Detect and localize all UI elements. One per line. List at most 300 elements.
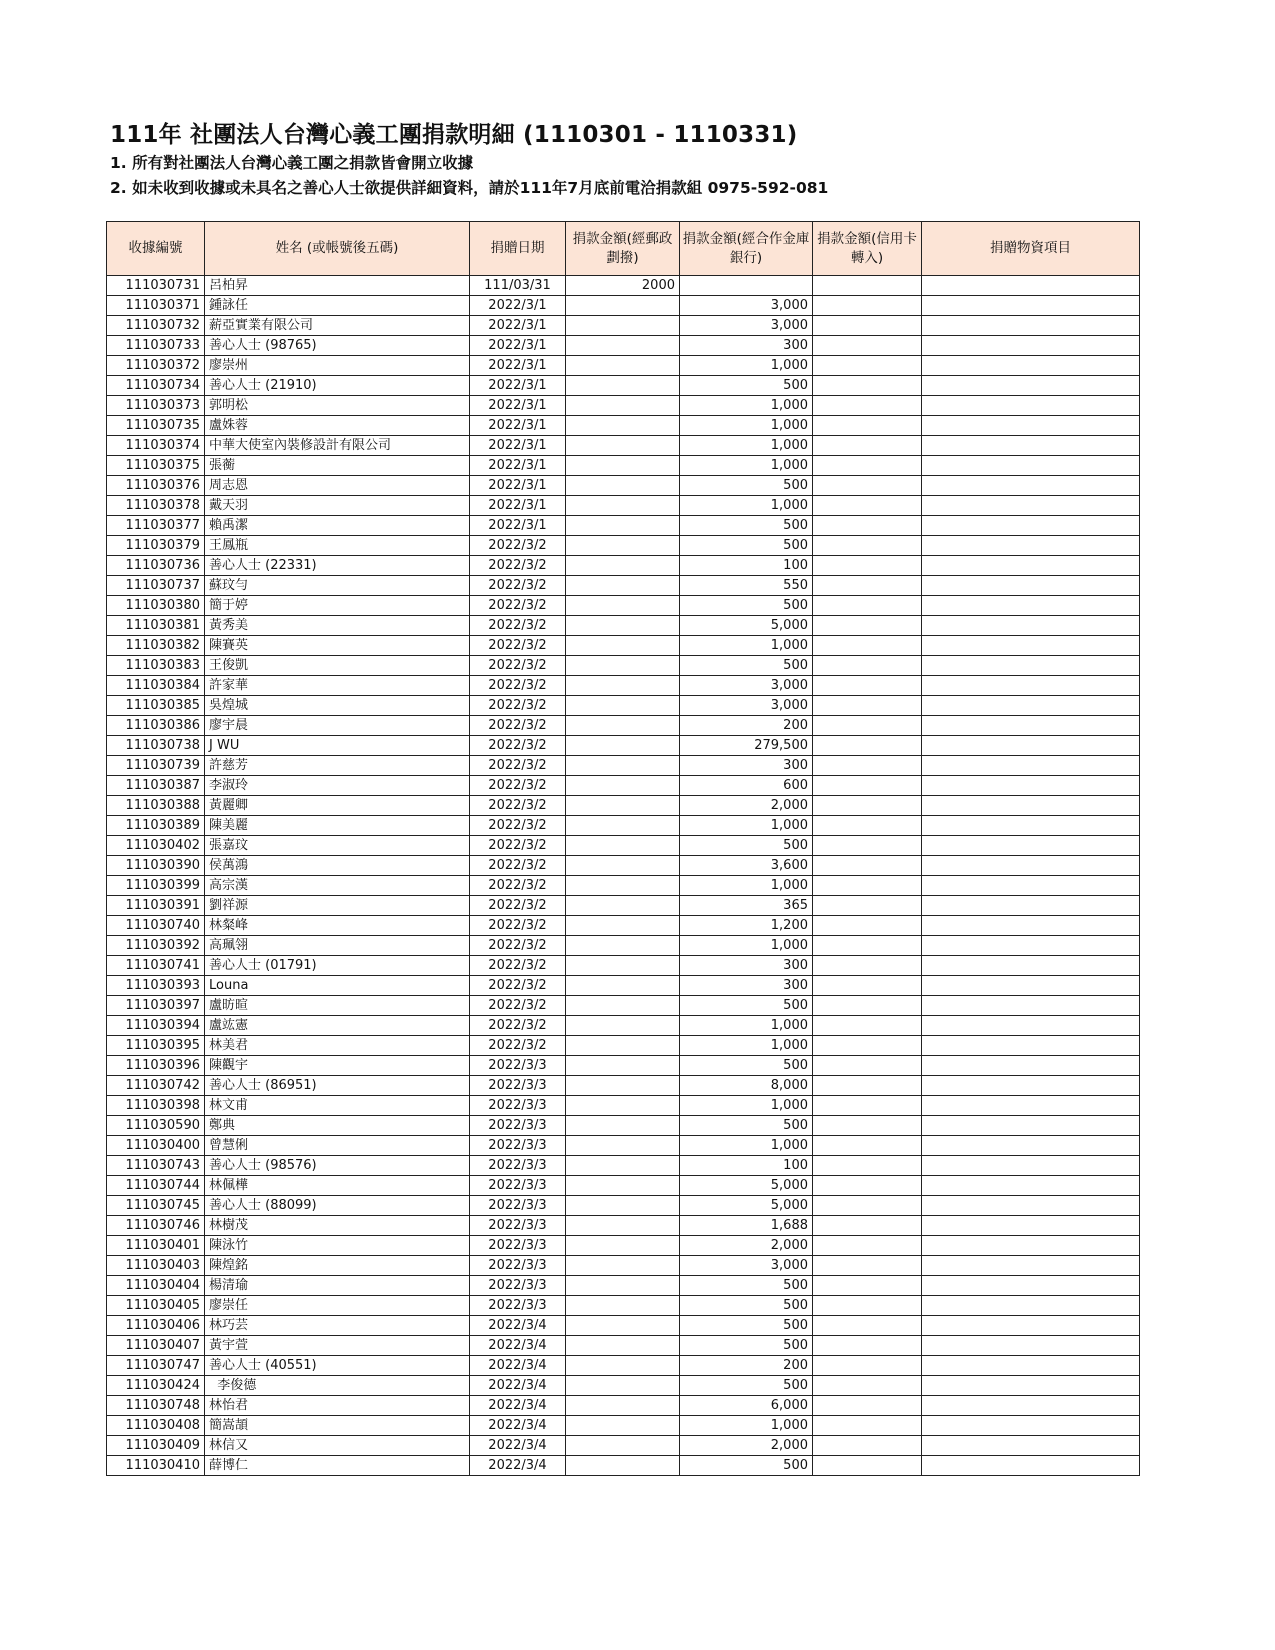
card-amount-cell xyxy=(813,1036,922,1056)
card-amount-cell xyxy=(813,796,922,816)
receipt-no-cell: 111030397 xyxy=(107,996,205,1016)
table-row xyxy=(107,516,1140,536)
bank-amount-cell: 100 xyxy=(680,1156,813,1176)
postal-amount-cell xyxy=(566,1276,680,1296)
card-amount-cell xyxy=(813,1176,922,1196)
receipt-no-cell: 111030744 xyxy=(107,1176,205,1196)
table-row xyxy=(107,296,1140,316)
receipt-no-cell: 111030386 xyxy=(107,716,205,736)
goods-cell xyxy=(922,1016,1140,1036)
bank-amount-cell: 1,000 xyxy=(680,456,813,476)
donation-date-cell: 2022/3/3 xyxy=(470,1236,566,1256)
goods-cell xyxy=(922,896,1140,916)
table-row xyxy=(107,1336,1140,1356)
donation-date-cell: 2022/3/4 xyxy=(470,1416,566,1436)
goods-cell xyxy=(922,316,1140,336)
postal-amount-cell xyxy=(566,1436,680,1456)
receipt-no-cell: 111030373 xyxy=(107,396,205,416)
donor-name-cell: 善心人士 (22331) xyxy=(205,556,470,576)
bank-amount-cell: 300 xyxy=(680,976,813,996)
goods-cell xyxy=(922,536,1140,556)
donor-name-cell: 林巧芸 xyxy=(205,1316,470,1336)
postal-amount-cell xyxy=(566,476,680,496)
donor-name-cell: 陳觀宇 xyxy=(205,1056,470,1076)
bank-amount-cell: 1,000 xyxy=(680,936,813,956)
card-amount-cell xyxy=(813,1256,922,1276)
goods-cell xyxy=(922,1056,1140,1076)
receipt-no-cell: 111030405 xyxy=(107,1296,205,1316)
goods-cell xyxy=(922,676,1140,696)
goods-cell xyxy=(922,736,1140,756)
donation-date-cell: 2022/3/2 xyxy=(470,936,566,956)
donation-date-cell: 2022/3/4 xyxy=(470,1396,566,1416)
bank-amount-cell: 5,000 xyxy=(680,1196,813,1216)
donor-name-cell: Louna xyxy=(205,976,470,996)
card-amount-cell xyxy=(813,1376,922,1396)
table-row xyxy=(107,936,1140,956)
donation-date-cell: 2022/3/1 xyxy=(470,416,566,436)
receipt-no-cell: 111030743 xyxy=(107,1156,205,1176)
donor-name-cell: 林文甫 xyxy=(205,1096,470,1116)
receipt-no-cell: 111030735 xyxy=(107,416,205,436)
table-row xyxy=(107,656,1140,676)
table-row xyxy=(107,1316,1140,1336)
card-amount-cell xyxy=(813,416,922,436)
receipt-no-cell: 111030376 xyxy=(107,476,205,496)
card-amount-cell xyxy=(813,1416,922,1436)
donation-date-cell: 2022/3/1 xyxy=(470,516,566,536)
receipt-no-cell: 111030731 xyxy=(107,276,205,296)
donor-name-cell: 許慈芳 xyxy=(205,756,470,776)
goods-cell xyxy=(922,1256,1140,1276)
bank-amount-cell: 365 xyxy=(680,896,813,916)
column-header-goods: 捐贈物資項目 xyxy=(922,222,1140,276)
receipt-no-cell: 111030590 xyxy=(107,1116,205,1136)
card-amount-cell xyxy=(813,716,922,736)
card-amount-cell xyxy=(813,1236,922,1256)
table-row xyxy=(107,976,1140,996)
goods-cell xyxy=(922,496,1140,516)
card-amount-cell xyxy=(813,1116,922,1136)
goods-cell xyxy=(922,1416,1140,1436)
goods-cell xyxy=(922,1436,1140,1456)
table-header-row xyxy=(107,222,1140,276)
postal-amount-cell xyxy=(566,1076,680,1096)
donation-date-cell: 2022/3/4 xyxy=(470,1436,566,1456)
postal-amount-cell xyxy=(566,1376,680,1396)
postal-amount-cell xyxy=(566,1216,680,1236)
donation-date-cell: 2022/3/1 xyxy=(470,396,566,416)
donor-name-cell: 戴天羽 xyxy=(205,496,470,516)
goods-cell xyxy=(922,936,1140,956)
card-amount-cell xyxy=(813,596,922,616)
receipt-no-cell: 111030403 xyxy=(107,1256,205,1276)
donor-name-cell: 黃秀美 xyxy=(205,616,470,636)
donor-name-cell: 賴禹潔 xyxy=(205,516,470,536)
goods-cell xyxy=(922,296,1140,316)
bank-amount-cell: 500 xyxy=(680,996,813,1016)
donation-date-cell: 2022/3/2 xyxy=(470,576,566,596)
card-amount-cell xyxy=(813,836,922,856)
receipt-no-cell: 111030383 xyxy=(107,656,205,676)
bank-amount-cell: 3,000 xyxy=(680,296,813,316)
goods-cell xyxy=(922,436,1140,456)
card-amount-cell xyxy=(813,556,922,576)
donation-date-cell: 2022/3/2 xyxy=(470,796,566,816)
goods-cell xyxy=(922,716,1140,736)
card-amount-cell xyxy=(813,896,922,916)
table-row xyxy=(107,1456,1140,1476)
receipt-no-cell: 111030406 xyxy=(107,1316,205,1336)
goods-cell xyxy=(922,276,1140,296)
receipt-no-cell: 111030381 xyxy=(107,616,205,636)
card-amount-cell xyxy=(813,616,922,636)
donation-date-cell: 2022/3/2 xyxy=(470,536,566,556)
card-amount-cell xyxy=(813,736,922,756)
table-row xyxy=(107,1196,1140,1216)
donation-date-cell: 2022/3/1 xyxy=(470,296,566,316)
donor-name-cell: J WU xyxy=(205,736,470,756)
card-amount-cell xyxy=(813,1336,922,1356)
donation-date-cell: 2022/3/2 xyxy=(470,656,566,676)
donor-name-cell: 陳泳竹 xyxy=(205,1236,470,1256)
postal-amount-cell xyxy=(566,1356,680,1376)
receipt-no-cell: 111030745 xyxy=(107,1196,205,1216)
table-row xyxy=(107,536,1140,556)
postal-amount-cell xyxy=(566,1176,680,1196)
receipt-no-cell: 111030380 xyxy=(107,596,205,616)
receipt-no-cell: 111030402 xyxy=(107,836,205,856)
donation-date-cell: 2022/3/3 xyxy=(470,1256,566,1276)
table-row xyxy=(107,1376,1140,1396)
goods-cell xyxy=(922,576,1140,596)
donation-date-cell: 2022/3/2 xyxy=(470,716,566,736)
donation-date-cell: 2022/3/2 xyxy=(470,676,566,696)
table-row xyxy=(107,336,1140,356)
donor-name-cell: 善心人士 (88099) xyxy=(205,1196,470,1216)
bank-amount-cell: 500 xyxy=(680,596,813,616)
postal-amount-cell xyxy=(566,636,680,656)
goods-cell xyxy=(922,976,1140,996)
table-row xyxy=(107,796,1140,816)
postal-amount-cell xyxy=(566,1156,680,1176)
donation-date-cell: 2022/3/1 xyxy=(470,436,566,456)
donation-date-cell: 2022/3/2 xyxy=(470,996,566,1016)
donation-date-cell: 2022/3/3 xyxy=(470,1176,566,1196)
bank-amount-cell: 1,000 xyxy=(680,436,813,456)
table-row xyxy=(107,1236,1140,1256)
goods-cell xyxy=(922,1376,1140,1396)
receipt-no-cell: 111030392 xyxy=(107,936,205,956)
receipt-no-cell: 111030394 xyxy=(107,1016,205,1036)
card-amount-cell xyxy=(813,456,922,476)
table-row xyxy=(107,1216,1140,1236)
table-row xyxy=(107,496,1140,516)
donor-name-cell: 善心人士 (01791) xyxy=(205,956,470,976)
bank-amount-cell: 1,000 xyxy=(680,636,813,656)
table-row xyxy=(107,596,1140,616)
donor-name-cell: 善心人士 (40551) xyxy=(205,1356,470,1376)
table-row xyxy=(107,876,1140,896)
bank-amount-cell: 1,688 xyxy=(680,1216,813,1236)
goods-cell xyxy=(922,1116,1140,1136)
card-amount-cell xyxy=(813,1356,922,1376)
postal-amount-cell xyxy=(566,956,680,976)
bank-amount-cell: 500 xyxy=(680,1376,813,1396)
card-amount-cell xyxy=(813,1276,922,1296)
donor-name-cell: 中華大使室內裝修設計有限公司 xyxy=(205,436,470,456)
receipt-no-cell: 111030734 xyxy=(107,376,205,396)
postal-amount-cell xyxy=(566,1296,680,1316)
card-amount-cell xyxy=(813,856,922,876)
bank-amount-cell: 1,000 xyxy=(680,876,813,896)
card-amount-cell xyxy=(813,436,922,456)
donation-date-cell: 2022/3/2 xyxy=(470,956,566,976)
bank-amount-cell: 200 xyxy=(680,716,813,736)
donor-name-cell: 陳賽英 xyxy=(205,636,470,656)
postal-amount-cell xyxy=(566,776,680,796)
card-amount-cell xyxy=(813,1216,922,1236)
goods-cell xyxy=(922,596,1140,616)
donor-name-cell: 呂柏昇 xyxy=(205,276,470,296)
bank-amount-cell: 500 xyxy=(680,516,813,536)
donor-name-cell: 林信又 xyxy=(205,1436,470,1456)
postal-amount-cell xyxy=(566,1096,680,1116)
goods-cell xyxy=(922,416,1140,436)
receipt-no-cell: 111030384 xyxy=(107,676,205,696)
card-amount-cell xyxy=(813,476,922,496)
bank-amount-cell: 5,000 xyxy=(680,1176,813,1196)
bank-amount-cell: 500 xyxy=(680,476,813,496)
table-row xyxy=(107,1256,1140,1276)
receipt-no-cell: 111030391 xyxy=(107,896,205,916)
card-amount-cell xyxy=(813,1456,922,1476)
goods-cell xyxy=(922,1196,1140,1216)
table-row xyxy=(107,996,1140,1016)
donor-name-cell: 李淑玲 xyxy=(205,776,470,796)
donor-name-cell: 盧姝蓉 xyxy=(205,416,470,436)
table-row xyxy=(107,1296,1140,1316)
postal-amount-cell xyxy=(566,456,680,476)
donor-name-cell: 林樹茂 xyxy=(205,1216,470,1236)
table-row xyxy=(107,276,1140,296)
table-row xyxy=(107,436,1140,456)
donation-date-cell: 2022/3/2 xyxy=(470,876,566,896)
donation-table xyxy=(106,221,1140,1476)
bank-amount-cell: 1,200 xyxy=(680,916,813,936)
postal-amount-cell xyxy=(566,916,680,936)
donor-name-cell: 高宗漢 xyxy=(205,876,470,896)
goods-cell xyxy=(922,1336,1140,1356)
bank-amount-cell: 279,500 xyxy=(680,736,813,756)
card-amount-cell xyxy=(813,1316,922,1336)
table-row xyxy=(107,576,1140,596)
postal-amount-cell xyxy=(566,1036,680,1056)
donation-date-cell: 2022/3/3 xyxy=(470,1076,566,1096)
postal-amount-cell xyxy=(566,1456,680,1476)
table-row xyxy=(107,1076,1140,1096)
donation-date-cell: 2022/3/3 xyxy=(470,1216,566,1236)
table-row xyxy=(107,836,1140,856)
receipt-no-cell: 111030400 xyxy=(107,1136,205,1156)
postal-amount-cell xyxy=(566,556,680,576)
card-amount-cell xyxy=(813,1096,922,1116)
donor-name-cell: 陳美麗 xyxy=(205,816,470,836)
bank-amount-cell: 500 xyxy=(680,1056,813,1076)
bank-amount-cell: 600 xyxy=(680,776,813,796)
table-row xyxy=(107,756,1140,776)
postal-amount-cell xyxy=(566,936,680,956)
card-amount-cell xyxy=(813,516,922,536)
receipt-no-cell: 111030399 xyxy=(107,876,205,896)
bank-amount-cell: 500 xyxy=(680,1296,813,1316)
donor-name-cell: 善心人士 (98576) xyxy=(205,1156,470,1176)
card-amount-cell xyxy=(813,1436,922,1456)
donor-name-cell: 鍾詠任 xyxy=(205,296,470,316)
table-row xyxy=(107,456,1140,476)
card-amount-cell xyxy=(813,916,922,936)
donor-name-cell: 薪亞實業有限公司 xyxy=(205,316,470,336)
postal-amount-cell xyxy=(566,316,680,336)
donor-name-cell: 郭明松 xyxy=(205,396,470,416)
bank-amount-cell: 500 xyxy=(680,836,813,856)
receipt-no-cell: 111030388 xyxy=(107,796,205,816)
donation-date-cell: 111/03/31 xyxy=(470,276,566,296)
receipt-no-cell: 111030409 xyxy=(107,1436,205,1456)
table-row xyxy=(107,776,1140,796)
bank-amount-cell: 1,000 xyxy=(680,396,813,416)
postal-amount-cell xyxy=(566,1316,680,1336)
postal-amount-cell xyxy=(566,976,680,996)
receipt-no-cell: 111030747 xyxy=(107,1356,205,1376)
table-row xyxy=(107,356,1140,376)
donation-date-cell: 2022/3/2 xyxy=(470,896,566,916)
bank-amount-cell: 3,000 xyxy=(680,696,813,716)
bank-amount-cell: 300 xyxy=(680,336,813,356)
card-amount-cell xyxy=(813,636,922,656)
donor-name-cell: 林怡君 xyxy=(205,1396,470,1416)
donation-date-cell: 2022/3/2 xyxy=(470,1016,566,1036)
bank-amount-cell: 1,000 xyxy=(680,1036,813,1056)
postal-amount-cell xyxy=(566,416,680,436)
card-amount-cell xyxy=(813,1396,922,1416)
postal-amount-cell xyxy=(566,1116,680,1136)
bank-amount-cell: 3,000 xyxy=(680,1256,813,1276)
postal-amount-cell xyxy=(566,376,680,396)
donor-name-cell: 盧昉暄 xyxy=(205,996,470,1016)
receipt-no-cell: 111030739 xyxy=(107,756,205,776)
postal-amount-cell xyxy=(566,1416,680,1436)
table-row xyxy=(107,956,1140,976)
receipt-no-cell: 111030401 xyxy=(107,1236,205,1256)
bank-amount-cell: 100 xyxy=(680,556,813,576)
postal-amount-cell xyxy=(566,436,680,456)
receipt-no-cell: 111030385 xyxy=(107,696,205,716)
donation-date-cell: 2022/3/2 xyxy=(470,616,566,636)
bank-amount-cell: 3,600 xyxy=(680,856,813,876)
postal-amount-cell xyxy=(566,1056,680,1076)
bank-amount-cell: 3,000 xyxy=(680,316,813,336)
bank-amount-cell: 1,000 xyxy=(680,356,813,376)
receipt-no-cell: 111030741 xyxy=(107,956,205,976)
postal-amount-cell xyxy=(566,596,680,616)
donor-name-cell: 廖崇州 xyxy=(205,356,470,376)
card-amount-cell xyxy=(813,356,922,376)
bank-amount-cell: 500 xyxy=(680,376,813,396)
postal-amount-cell xyxy=(566,856,680,876)
donor-name-cell: 盧竑憲 xyxy=(205,1016,470,1036)
receipt-no-cell: 111030375 xyxy=(107,456,205,476)
card-amount-cell xyxy=(813,1076,922,1096)
table-row xyxy=(107,1276,1140,1296)
goods-cell xyxy=(922,556,1140,576)
bank-amount-cell: 1,000 xyxy=(680,496,813,516)
card-amount-cell xyxy=(813,1016,922,1036)
card-amount-cell xyxy=(813,376,922,396)
card-amount-cell xyxy=(813,816,922,836)
donor-name-cell: 林佩樺 xyxy=(205,1176,470,1196)
table-row xyxy=(107,716,1140,736)
goods-cell xyxy=(922,636,1140,656)
card-amount-cell xyxy=(813,1156,922,1176)
table-row xyxy=(107,1036,1140,1056)
card-amount-cell xyxy=(813,576,922,596)
goods-cell xyxy=(922,1316,1140,1336)
receipt-no-cell: 111030374 xyxy=(107,436,205,456)
goods-cell xyxy=(922,796,1140,816)
postal-amount-cell xyxy=(566,1136,680,1156)
postal-amount-cell: 2000 xyxy=(566,276,680,296)
donor-name-cell: 黃麗卿 xyxy=(205,796,470,816)
receipt-no-cell: 111030410 xyxy=(107,1456,205,1476)
donation-date-cell: 2022/3/3 xyxy=(470,1196,566,1216)
donor-name-cell: 曾慧俐 xyxy=(205,1136,470,1156)
table-row xyxy=(107,916,1140,936)
donor-name-cell: 善心人士 (21910) xyxy=(205,376,470,396)
receipt-no-cell: 111030404 xyxy=(107,1276,205,1296)
donor-name-cell: 高珮翎 xyxy=(205,936,470,956)
postal-amount-cell xyxy=(566,396,680,416)
receipt-no-cell: 111030393 xyxy=(107,976,205,996)
postal-amount-cell xyxy=(566,496,680,516)
receipt-no-cell: 111030733 xyxy=(107,336,205,356)
receipt-no-cell: 111030737 xyxy=(107,576,205,596)
receipt-no-cell: 111030389 xyxy=(107,816,205,836)
receipt-no-cell: 111030740 xyxy=(107,916,205,936)
donation-date-cell: 2022/3/4 xyxy=(470,1356,566,1376)
receipt-no-cell: 111030390 xyxy=(107,856,205,876)
card-amount-cell xyxy=(813,1136,922,1156)
table-row xyxy=(107,1016,1140,1036)
card-amount-cell xyxy=(813,336,922,356)
postal-amount-cell xyxy=(566,696,680,716)
bank-amount-cell: 1,000 xyxy=(680,416,813,436)
receipt-no-cell: 111030398 xyxy=(107,1096,205,1116)
receipt-no-cell: 111030736 xyxy=(107,556,205,576)
donor-name-cell: 許家華 xyxy=(205,676,470,696)
card-amount-cell xyxy=(813,1196,922,1216)
card-amount-cell xyxy=(813,1056,922,1076)
donor-name-cell: 林粲峰 xyxy=(205,916,470,936)
bank-amount-cell: 550 xyxy=(680,576,813,596)
donation-date-cell: 2022/3/2 xyxy=(470,916,566,936)
donor-name-cell: 陳煌銘 xyxy=(205,1256,470,1276)
bank-amount-cell: 300 xyxy=(680,956,813,976)
donor-name-cell: 吳煌城 xyxy=(205,696,470,716)
donation-date-cell: 2022/3/2 xyxy=(470,736,566,756)
bank-amount-cell: 300 xyxy=(680,756,813,776)
donor-name-cell: 周志恩 xyxy=(205,476,470,496)
